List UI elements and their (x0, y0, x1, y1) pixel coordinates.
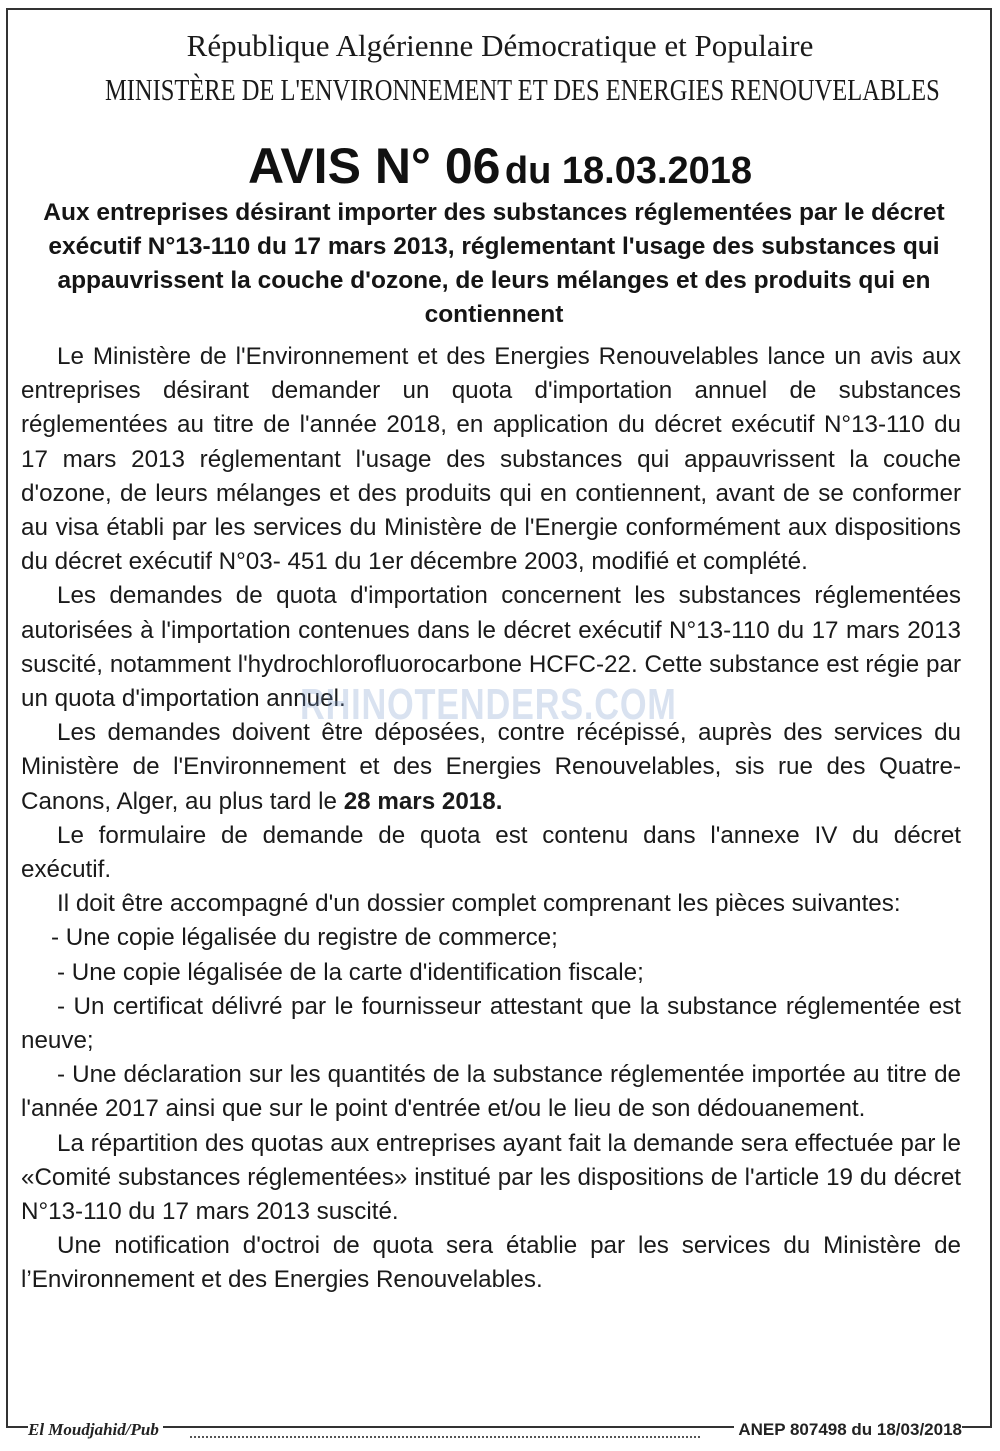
list-item: - Une copie légalisée de la carte d'identification fiscale; (57, 958, 644, 986)
republic-heading: République Algérienne Démocratique et Populaire (186, 28, 814, 63)
footer (0, 1416, 1000, 1446)
list-item: - Une copie légalisée du registre de commerce; (51, 924, 558, 952)
paragraph-form: Le formulaire de demande de quota est contenu dans l'annexe IV du décret exécutif. (21, 821, 961, 884)
deposit-deadline: 28 mars 2018. (343, 787, 503, 815)
watermark: RHINOTENDERS.COM (300, 680, 677, 729)
footer-source: El Moudjahid/Pub (28, 1420, 163, 1440)
list-item: - Un certificat délivré par le fournisseur attestant que la substance réglementée est neuve; (21, 992, 961, 1055)
paragraph-quota-scope: Les demandes de quota d'importation concernent les substances réglementées autorisées à l'importation contenues dans le décret exécutif N°13-110 du 17 mars 2013 suscité, notamment l'hydrochlorofluorocarbone HCFC-22. Cette substance est régie par un quota d'importation annuel. (21, 582, 961, 713)
deposit-text: Les demandes doivent être déposées, contre récépissé, auprès des services du Ministère de l'Environnement et des Energies Renouvelables, sis rue des Quatre-Canons, Alger, au plus tard le (21, 719, 961, 815)
ministry-heading: MINISTÈRE DE L'ENVIRONNEMENT ET DES ENERGIES RENOUVELABLES (105, 72, 940, 107)
notice-body (21, 340, 961, 1298)
footer-reference: ANEP 807498 du 18/03/2018 (734, 1420, 962, 1440)
paragraph-deposit (21, 716, 961, 819)
notice-subtitle: Aux entreprises désirant importer des substances réglementées par le décret exécutif N°13-110 du 17 mars 2013, réglementant l'usage des substances qui appauvrissent la couche d'ozone, de leurs mélanges et des produits qui en contiennent (43, 199, 945, 328)
paragraph-dossier: Il doit être accompagné d'un dossier complet comprenant les pièces suivantes: (57, 890, 901, 918)
notice-date: du 18.03.2018 (504, 150, 753, 192)
footer-divider (190, 1436, 700, 1438)
list-item: - Une déclaration sur les quantités de la substance réglementée importée au titre de l'année 2017 ainsi que sur le point d'entrée et/ou le lieu de son dédouanement. (21, 1061, 961, 1123)
paragraph-repartition: La répartition des quotas aux entreprises ayant fait la demande sera effectuée par le «Comité substances réglementées» institué par les dispositions de l'article 19 du décret N°13-110 du 17 mars 2013 suscité. (21, 1129, 961, 1226)
paragraph-intro: Le Ministère de l'Environnement et des Energies Renouvelables lance un avis aux entreprises désirant demander un quota d'importation annuel de substances réglementées au titre de l'année 2018, en application du décret exécutif N°13-110 du 17 mars 2013 réglementant l'usage des substances qui appauvrissent la couche d'ozone, de leurs mélanges et des produits qui en contiennent, avant de se conformer au visa établi par les services du Ministère de l'Energie conformément aux dispositions du décret exécutif N°03- 451 du 1er décembre 2003, modifié et complété. (21, 343, 961, 576)
notice-number: AVIS N° 06 (247, 138, 501, 194)
paragraph-notification: Une notification d'octroi de quota sera établie par les services du Ministère de l’Environnement et des Energies Renouvelables. (21, 1232, 961, 1294)
